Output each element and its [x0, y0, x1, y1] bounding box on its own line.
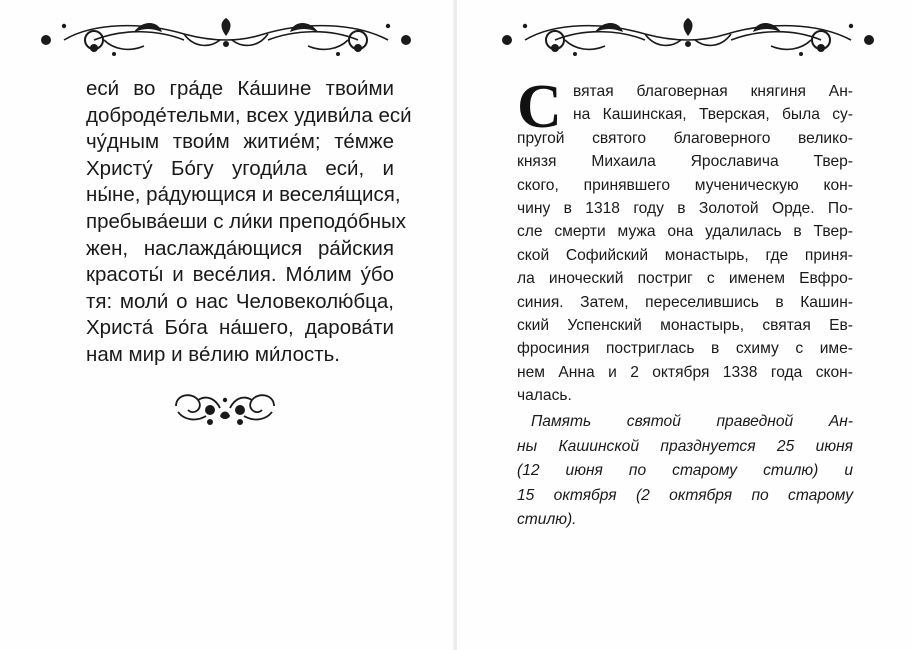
life-line: ского, принявшего мученическую кон- [517, 176, 853, 194]
life-line: вятая благоверная княгиня Ан- [573, 83, 853, 100]
prayer-line: тя: моли́ о нас Человеколю́бца, [86, 289, 394, 313]
life-line: нем Анна и 2 октября 1338 года скон- [517, 363, 853, 381]
right-page [457, 0, 912, 650]
life-line: пругой святого благоверного велико- [517, 129, 853, 147]
life-line: чину в 1318 году в Золотой Орде. По- [517, 200, 853, 218]
prayer-line: нам мир и ве́лию ми́лость. [86, 342, 340, 366]
memory-line: (12 июня по старому стилю) и [517, 462, 853, 479]
life-line: ла иноческий постриг с именем Евфро- [517, 270, 853, 288]
life-text [517, 73, 853, 408]
life-line: князя Михаила Ярославича Твер- [517, 153, 853, 171]
life-line: синия. Затем, переселившись в Кашин- [517, 293, 853, 311]
floral-header-ornament-icon [34, 14, 418, 64]
life-line: чалась. [517, 387, 572, 405]
prayer-line: чу́дным твои́м житие́м; те́мже [86, 130, 394, 154]
prayer-line: еси́ во гра́де Ка́шине твои́ми [86, 77, 394, 100]
prayer-line: красоты́ и весе́лия. Мо́лим у́бо [86, 263, 394, 287]
prayer-line: доброде́тельми, всех удиви́ла еси́ [86, 103, 412, 127]
memory-line: 15 октября (2 октября по старому [517, 486, 853, 504]
memory-line: стилю). [517, 511, 577, 528]
life-line: фросиния постриглась в схиму с име- [517, 340, 853, 358]
left-page [0, 0, 455, 650]
life-line: сле смерти мужа она удалилась в Твер- [517, 223, 853, 241]
memory-line: Память святой праведной Ан- [531, 413, 853, 430]
life-line: на Кашинская, Тверская, была су- [573, 106, 853, 124]
prayer-line: Христу́ Бо́гу угоди́ла еси́, и [86, 156, 394, 180]
floral-divider-ornament-icon [170, 386, 280, 430]
prayer-line: ны́не, ра́дующися и веселя́щися, [86, 183, 401, 207]
prayer-line: Христа́ Бо́га на́шего, дарова́ти [86, 316, 394, 340]
prayer-text [86, 76, 412, 369]
life-line: ский Успенский монастырь, святая Ев- [517, 317, 853, 335]
prayer-line: пребыва́еши с ли́ки преподо́бных [86, 209, 407, 233]
floral-header-ornament-icon [495, 14, 881, 64]
prayer-line: жен, наслажда́ющися ра́йския [86, 236, 394, 260]
life-line: ской Софийский монастырь, где приня- [517, 246, 853, 264]
memory-days-text [517, 410, 853, 533]
drop-cap: С [517, 73, 562, 141]
memory-line: ны Кашинской празднуется 25 июня [517, 437, 853, 455]
